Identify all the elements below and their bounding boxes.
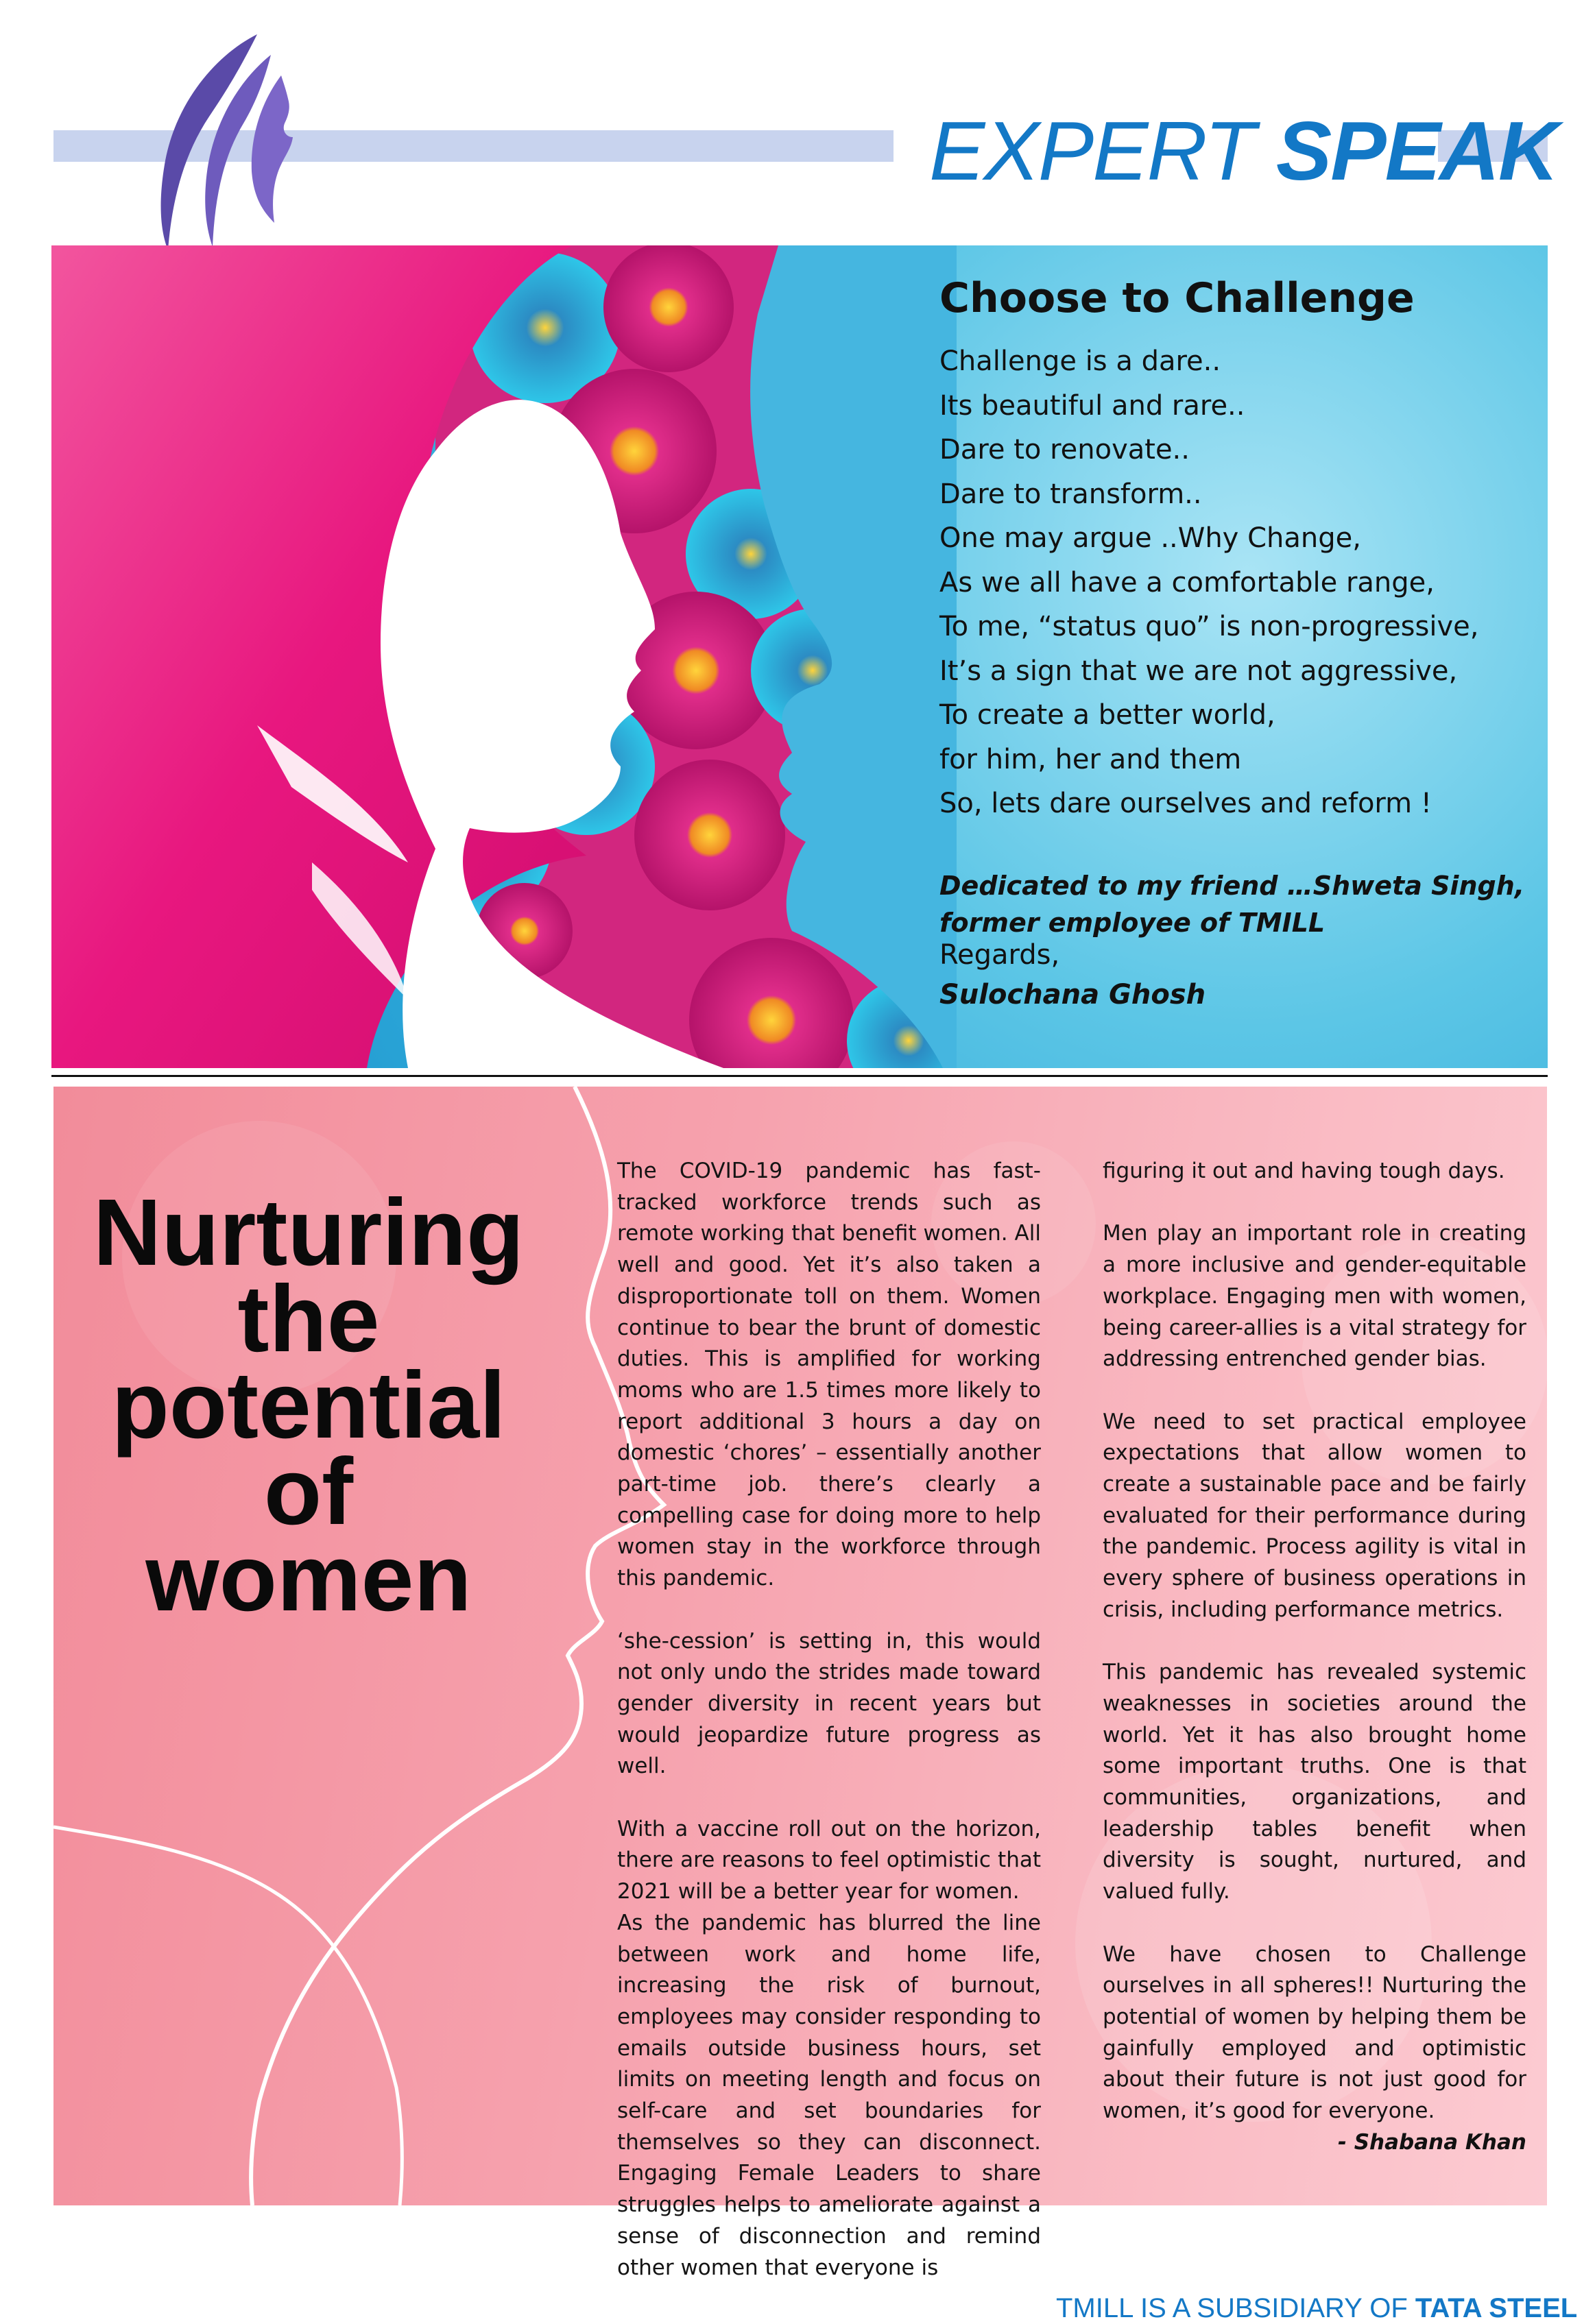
poem-dedication-line: former employee of TMILL: [939, 908, 1326, 938]
poem-line: Its beautiful and rare..: [939, 389, 1245, 422]
article-paragraph: With a vaccine roll out on the horizon, there are reasons to feel optimistic that 2021 will be a better year for women.: [617, 1816, 1041, 1904]
article-signoff: - Shabana Khan: [1338, 2130, 1526, 2155]
poem-title: Choose to Challenge: [939, 274, 1415, 322]
footer-brand: TATA STEEL: [1415, 2293, 1578, 2323]
poem-line: One may argue ..Why Change,: [939, 522, 1361, 554]
article-paragraph: As the pandemic has blurred the line between work and home life, increasing the risk of burnout, employees may consider responding to emails outside business hours, set limits on meeting length and focus on self-care and set boundaries for themselves so they can disconnect. Engaging Female Leaders to share struggles helps to ameliorate against a sense of disconnection and remind other women that everyone is: [617, 1910, 1041, 2280]
article-column-2: [1103, 1156, 1526, 2158]
article-paragraph: Men play an important role in creating a more inclusive and gender-equitable workplace. Engaging men with women, being career-allies is a vital strategy for addressing entrenched gender bias.: [1103, 1221, 1526, 1372]
poem-line: for him, her and them: [939, 743, 1242, 775]
section-title-light: EXPERT: [929, 104, 1254, 197]
article-title-line: Nurturing: [93, 1180, 525, 1285]
section-title: [929, 103, 1557, 199]
article-title-line: women: [145, 1525, 472, 1631]
poem-dedication-line: Dedicated to my friend …Shweta Singh,: [939, 871, 1525, 901]
article-title-line: potential: [111, 1353, 506, 1458]
article-paragraph: This pandemic has revealed systemic weaknesses in societies around the world. Yet it has also brought home some important truths. One is that communities, organizations, and leadership tables benefit when diversity is sought, nurtured, and valued fully.: [1103, 1660, 1526, 1904]
article-paragraph: We need to set practical employee expectations that allow women to create a sustainable pace and be fairly evaluated for their performance during the pandemic. Process agility is vital in every sphere of business operations in crisis, including performance metrics.: [1103, 1409, 1526, 1622]
poem-author: Sulochana Ghosh: [939, 979, 1206, 1010]
article-paragraph: figuring it out and having tough days.: [1103, 1159, 1505, 1183]
poem-line: Dare to renovate..: [939, 434, 1190, 465]
article-paragraph: ‘she-cession’ is setting in, this would not only undo the strides made toward gender diversity in recent years but would jeopardize future progress as well.: [617, 1628, 1041, 1779]
article-paragraph: We have chosen to Challenge ourselves in all spheres!! Nurturing the potential of women by helping them be gainfully employed and optimistic about their future is not just good for women, it’s good for everyone.: [1103, 1941, 1526, 2124]
footer-text: TMILL IS A SUBSIDIARY OF: [1056, 2293, 1408, 2323]
poem-line: It’s a sign that we are not aggressive,: [939, 655, 1458, 687]
poem-line: Dare to transform..: [939, 478, 1202, 510]
section-title-bold: SPEAK: [1275, 104, 1558, 197]
poem-line: To me, “status quo” is non-progressive,: [939, 611, 1479, 642]
poem-regards: Regards,: [939, 939, 1060, 971]
section-divider: [51, 1075, 1548, 1077]
article-paragraph: The COVID-19 pandemic has fast-tracked workforce trends such as remote working that benefit women. All well and good. Yet it’s also taken a disproportionate toll on them. Women continue to bear the brunt of domestic duties. This is amplified for working moms who are 1.5 times more likely to report additional 3 hours a day on domestic ‘chores’ – essentially another part-time job. there’s clearly a compelling case for doing more to help women stay in the workforce through this pandemic.: [617, 1159, 1041, 1591]
article-title-line: of: [263, 1439, 354, 1545]
poem-line: As we all have a comfortable range,: [939, 566, 1435, 598]
article-title-line: the: [237, 1266, 380, 1372]
floral-woman-illustration: [51, 245, 957, 1068]
poem-line: To create a better world,: [939, 699, 1275, 731]
article-column-1: [617, 1156, 1041, 2315]
poem-line: So, lets dare ourselves and reform !: [939, 788, 1432, 819]
poem-body: [939, 339, 1478, 826]
woman-profile-logo-icon: [134, 27, 295, 254]
article-title: [62, 1180, 555, 1631]
poem-dedication: [939, 867, 1524, 941]
poem-line: Challenge is a dare..: [939, 346, 1221, 377]
